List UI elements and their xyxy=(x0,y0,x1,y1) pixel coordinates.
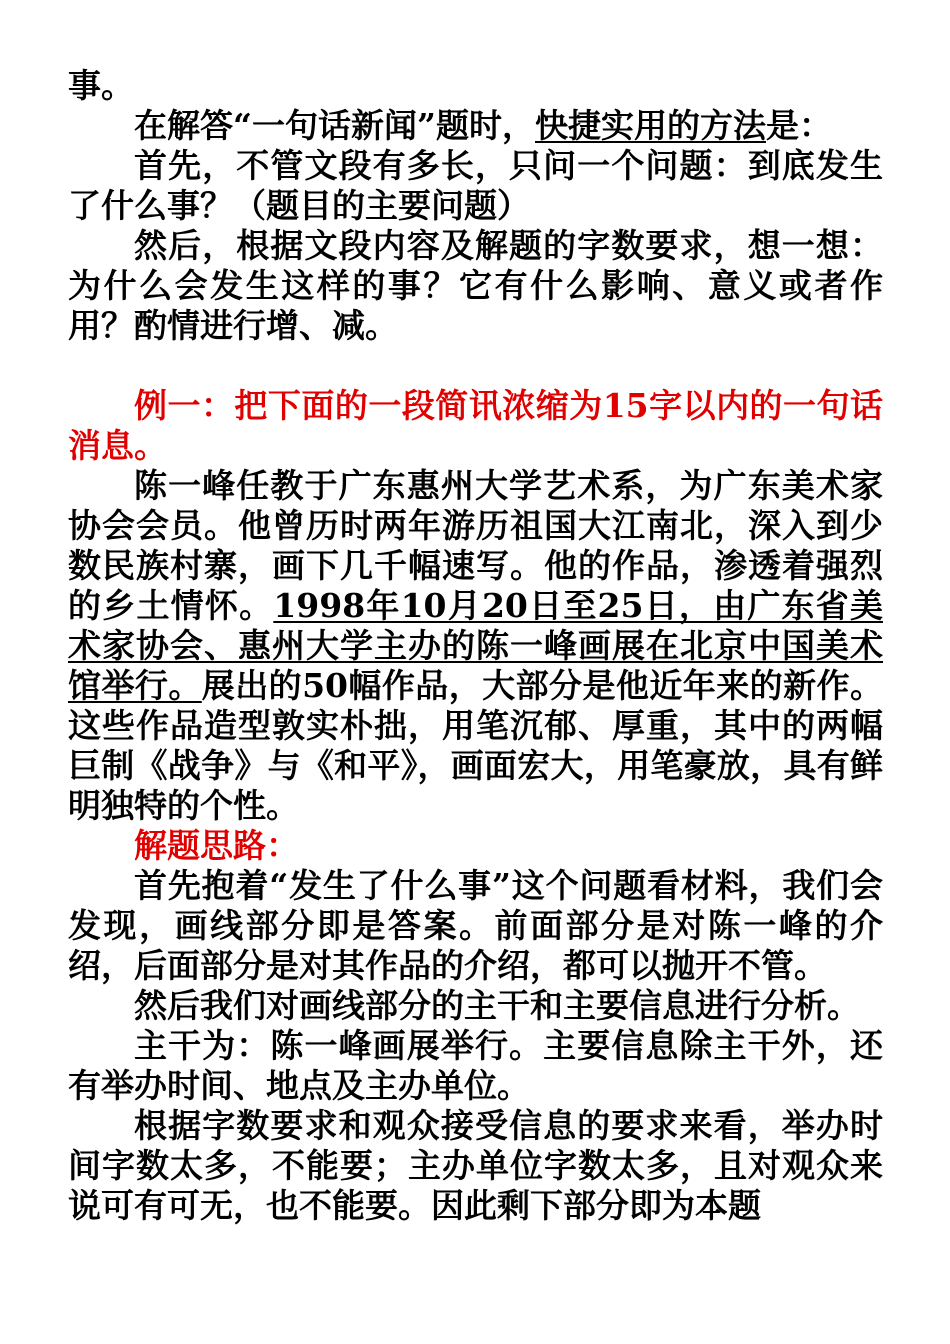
solution-heading: 解题思路： xyxy=(134,826,299,865)
paragraph-continuation: 事。 xyxy=(68,66,134,105)
example-text-underlined: 1998年10月20日至25日，由广东省美术家协会、惠州大学主办的陈一峰画展在北京中国美术馆举行。 xyxy=(68,586,883,705)
method-intro: 在解答“一句话新闻”题时， xyxy=(134,106,535,145)
paragraph-method xyxy=(68,106,883,146)
example-text-rest: 展出的50幅作品，大部分是他近年来的新作。这些作品造型敦实朴拙，用笔沉郁、厚重，其中的两幅巨制《战争》与《和平》，画面宏大，用笔豪放，具有鲜明独特的个性。 xyxy=(68,666,883,825)
paragraph-second-step: 然后，根据文段内容及解题的字数要求，想一想：为什么会发生这样的事？它有什么影响、意义或者作用？酌情进行增、减。 xyxy=(68,226,883,345)
solution-paragraph-3: 主干为：陈一峰画展举行。主要信息除主干外，还有举办时间、地点及主办单位。 xyxy=(68,1026,883,1105)
example-text xyxy=(68,466,883,826)
spacer xyxy=(68,346,883,386)
example-heading: 例一：把下面的一段简讯浓缩为15字以内的一句话消息。 xyxy=(68,386,883,465)
solution-paragraph-2: 然后我们对画线部分的主干和主要信息进行分析。 xyxy=(134,986,860,1025)
document-page xyxy=(68,66,883,1226)
example-text-intro: 陈一峰任教于广东惠州大学艺术系，为广东美术家协会会员。他曾历时两年游历祖国大江南北，深入到少数民族村寨，画下几千幅速写。他的作品，渗透着强烈的乡土情怀。 xyxy=(68,466,883,625)
method-end: 是： xyxy=(765,106,832,145)
solution-paragraph-1: 首先抱着“发生了什么事”这个问题看材料，我们会发现，画线部分即是答案。前面部分是对陈一峰的介绍，后面部分是对其作品的介绍，都可以抛开不管。 xyxy=(68,866,883,985)
solution-paragraph-4: 根据字数要求和观众接受信息的要求来看，举办时间字数太多，不能要；主办单位字数太多，且对观众来说可有可无，也不能要。因此剩下部分即为本题 xyxy=(68,1106,883,1225)
method-underlined: 快捷实用的方法 xyxy=(534,106,766,145)
paragraph-first-step: 首先，不管文段有多长，只问一个问题：到底发生了什么事？（题目的主要问题） xyxy=(68,146,883,225)
